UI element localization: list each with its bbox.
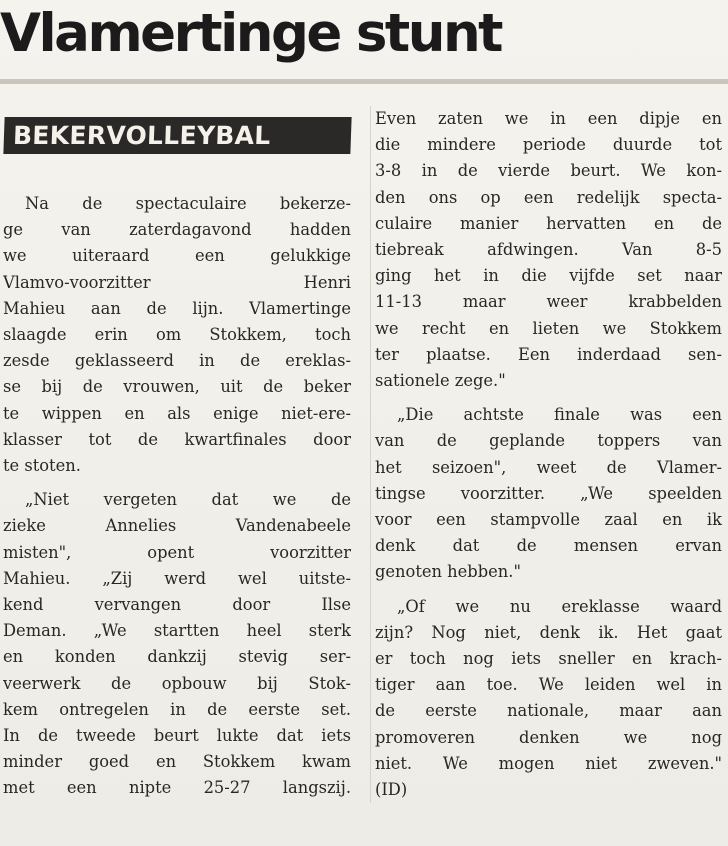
article-line: 3-8 in de vierde beurt. We kon-: [375, 161, 722, 181]
article-line: van de geplande toppers van: [375, 431, 722, 451]
article-line: we uiteraard een gelukkige: [3, 246, 351, 266]
section-kicker: BEKERVOLLEYBAL: [3, 117, 351, 154]
article-line: sationele zege.": [375, 371, 506, 391]
article-line: Mahieu aan de lijn. Vlamertinge: [3, 298, 351, 318]
article-column-right: [370, 106, 722, 803]
article-line: (ID): [375, 780, 408, 800]
article-line: voor een stampvolle zaal en ik: [375, 510, 722, 530]
paragraph-gap: [3, 479, 351, 487]
article-line: tiebreak afdwingen. Van 8-5: [375, 240, 722, 260]
article-line: het seizoen", weet de Vlamer-: [375, 457, 722, 477]
article-line: we recht en lieten we Stokkem: [375, 318, 722, 338]
article-line: Even zaten we in een dipje en: [375, 109, 722, 128]
article-line: die mindere periode duurde tot: [375, 135, 722, 155]
article-line: Vlamvo-voorzitter Henri: [3, 272, 351, 292]
article-line: kem ontregelen in de eerste set.: [3, 699, 351, 719]
article-line: Deman. „We startten heel sterk: [3, 621, 351, 641]
article-line: te stoten.: [3, 456, 81, 476]
article-line: met een nipte 25-27 langszij.: [3, 778, 351, 798]
paragraph-gap: [375, 394, 722, 402]
article-line: „Die achtste finale was een: [397, 405, 722, 425]
headline: Vlamertinge stunt: [0, 3, 502, 64]
article-line: denk dat de mensen ervan: [375, 536, 722, 556]
article-column-left: [3, 191, 351, 802]
article-line: „Of we nu ereklasse waard: [397, 596, 722, 616]
paragraph-gap: [375, 586, 722, 594]
article-line: zesde geklasseerd in de ereklas-: [3, 351, 351, 371]
article-line: den ons op een redelijk specta-: [375, 187, 722, 207]
article-line: ging het in die vijfde set naar: [375, 266, 722, 286]
headline-rule: [0, 79, 728, 84]
article-line: slaagde erin om Stokkem, toch: [3, 325, 351, 345]
article-line: ter plaatse. Een inderdaad sen-: [375, 344, 722, 364]
article-line: en konden dankzij stevig ser-: [3, 647, 351, 667]
article-line: „Niet vergeten dat we de: [25, 490, 351, 510]
article-line: tingse voorzitter. „We speelden: [375, 483, 722, 503]
article-line: tiger aan toe. We leiden wel in: [375, 675, 722, 695]
article-line: promoveren denken we nog: [375, 727, 722, 747]
article-line: er toch nog iets sneller en krach-: [375, 649, 722, 669]
article-line: misten", opent voorzitter: [3, 542, 351, 562]
article-line: 11-13 maar weer krabbelden: [375, 292, 722, 312]
article-line: zijn? Nog niet, denk ik. Het gaat: [375, 622, 722, 642]
article-line: kend vervangen door Ilse: [3, 595, 351, 615]
article-line: ge van zaterdagavond hadden: [3, 220, 351, 240]
article-line: culaire manier hervatten en de: [375, 213, 722, 233]
article-line: Na de spectaculaire bekerze-: [25, 194, 351, 213]
article-line: veerwerk de opbouw bij Stok-: [3, 673, 351, 693]
article-line: In de tweede beurt lukte dat iets: [3, 726, 351, 746]
article-line: genoten hebben.": [375, 562, 521, 582]
article-line: te wippen en als enige niet-ere-: [3, 403, 351, 423]
article-line: niet. We mogen niet zweven.": [375, 753, 722, 773]
article-line: de eerste nationale, maar aan: [375, 701, 722, 721]
article-line: klasser tot de kwartfinales door: [3, 429, 351, 449]
article-line: se bij de vrouwen, uit de beker: [3, 377, 351, 397]
article-line: minder goed en Stokkem kwam: [3, 752, 351, 772]
article-line: Mahieu. „Zij werd wel uitste-: [3, 568, 351, 588]
article-line: zieke Annelies Vandenabeele: [3, 516, 351, 536]
